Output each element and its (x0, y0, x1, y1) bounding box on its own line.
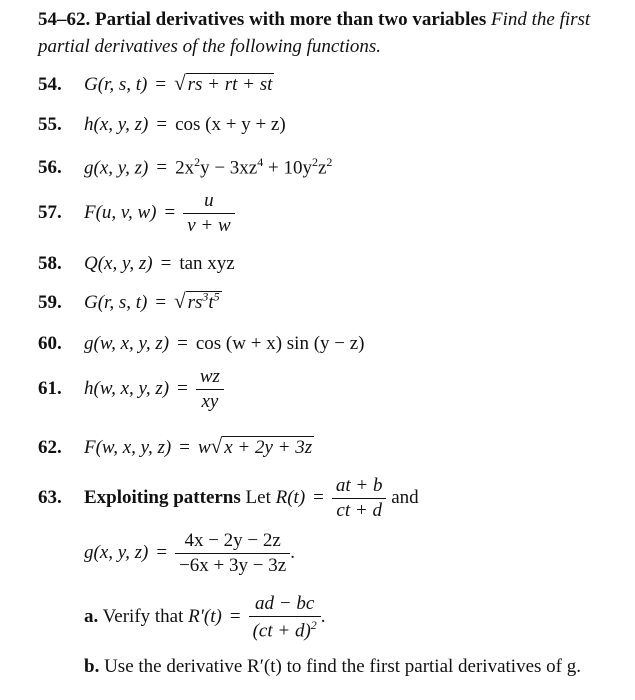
problem-63-part-a: a. Verify that R′(t) = $\frac{ad - bc}{(ct + d)^2}$ . (84, 593, 326, 642)
problem-57: 57. F(u, v, w) = $\frac{u}{v + w}$ (38, 190, 235, 237)
section-instruction: Find the first partial derivatives of the following functions. (38, 9, 591, 57)
problem-55: 55. h(x, y, z) = cos (x + y + z) (38, 114, 286, 135)
fraction: $\frac{ad - bc}{(ct + d)^2}$ (249, 593, 321, 642)
section-header (38, 6, 628, 60)
problem-59: 59. G(r, s, t) = √ $rs^3t^5$ (38, 289, 220, 313)
problem-62: 62. F(w, x, y, z) = w√ x + 2y + 3z (38, 434, 313, 458)
square-root: √ $rs^3t^5$ (174, 289, 220, 313)
problem-56: 56. g(x, y, $z) = 2x^2y - 3xz^4 + 10y^2z^2$ (38, 155, 333, 179)
problem-range: 54–62. (38, 9, 91, 30)
problem-63-part-b: b. Use the derivative R′(t) to find the first partial derivatives of g. (84, 656, 581, 677)
fraction: $\frac{at + b}{ct + d}$ (332, 475, 387, 522)
problem-61: 61. h(w, x, y, z) = $\frac{wz}{xy}$ (38, 366, 224, 413)
fraction: $\frac{u}{v + w}$ (183, 190, 234, 237)
section-title: Partial derivatives with more than two variables (95, 9, 487, 30)
problem-58: 58. Q(x, y, z) = tan xyz (38, 253, 235, 274)
problem-63-g: g(x, y, z) = $\frac{4x - 2y - 2z}{-6x + 3y - 3z}$ . (84, 530, 295, 576)
fraction: $\frac{wz}{xy}$ (196, 366, 224, 413)
fraction: $\frac{4x - 2y - 2z}{-6x + 3y - 3z}$ (175, 530, 290, 577)
problem-63-title: Exploiting patterns (84, 486, 241, 508)
problem-54: 54. G(r, s, t) = √ rs + rt + st (38, 71, 273, 95)
problem-60: 60. g(w, x, y, z) = cos (w + x) sin (y − z) (38, 333, 365, 354)
square-root: √ x + 2y + 3z (210, 434, 313, 458)
problem-63: 63. Exploiting patterns Let R(t) = $\frac{at + b}{ct + d}$ and (38, 475, 419, 521)
square-root: √ rs + rt + st (174, 71, 273, 95)
